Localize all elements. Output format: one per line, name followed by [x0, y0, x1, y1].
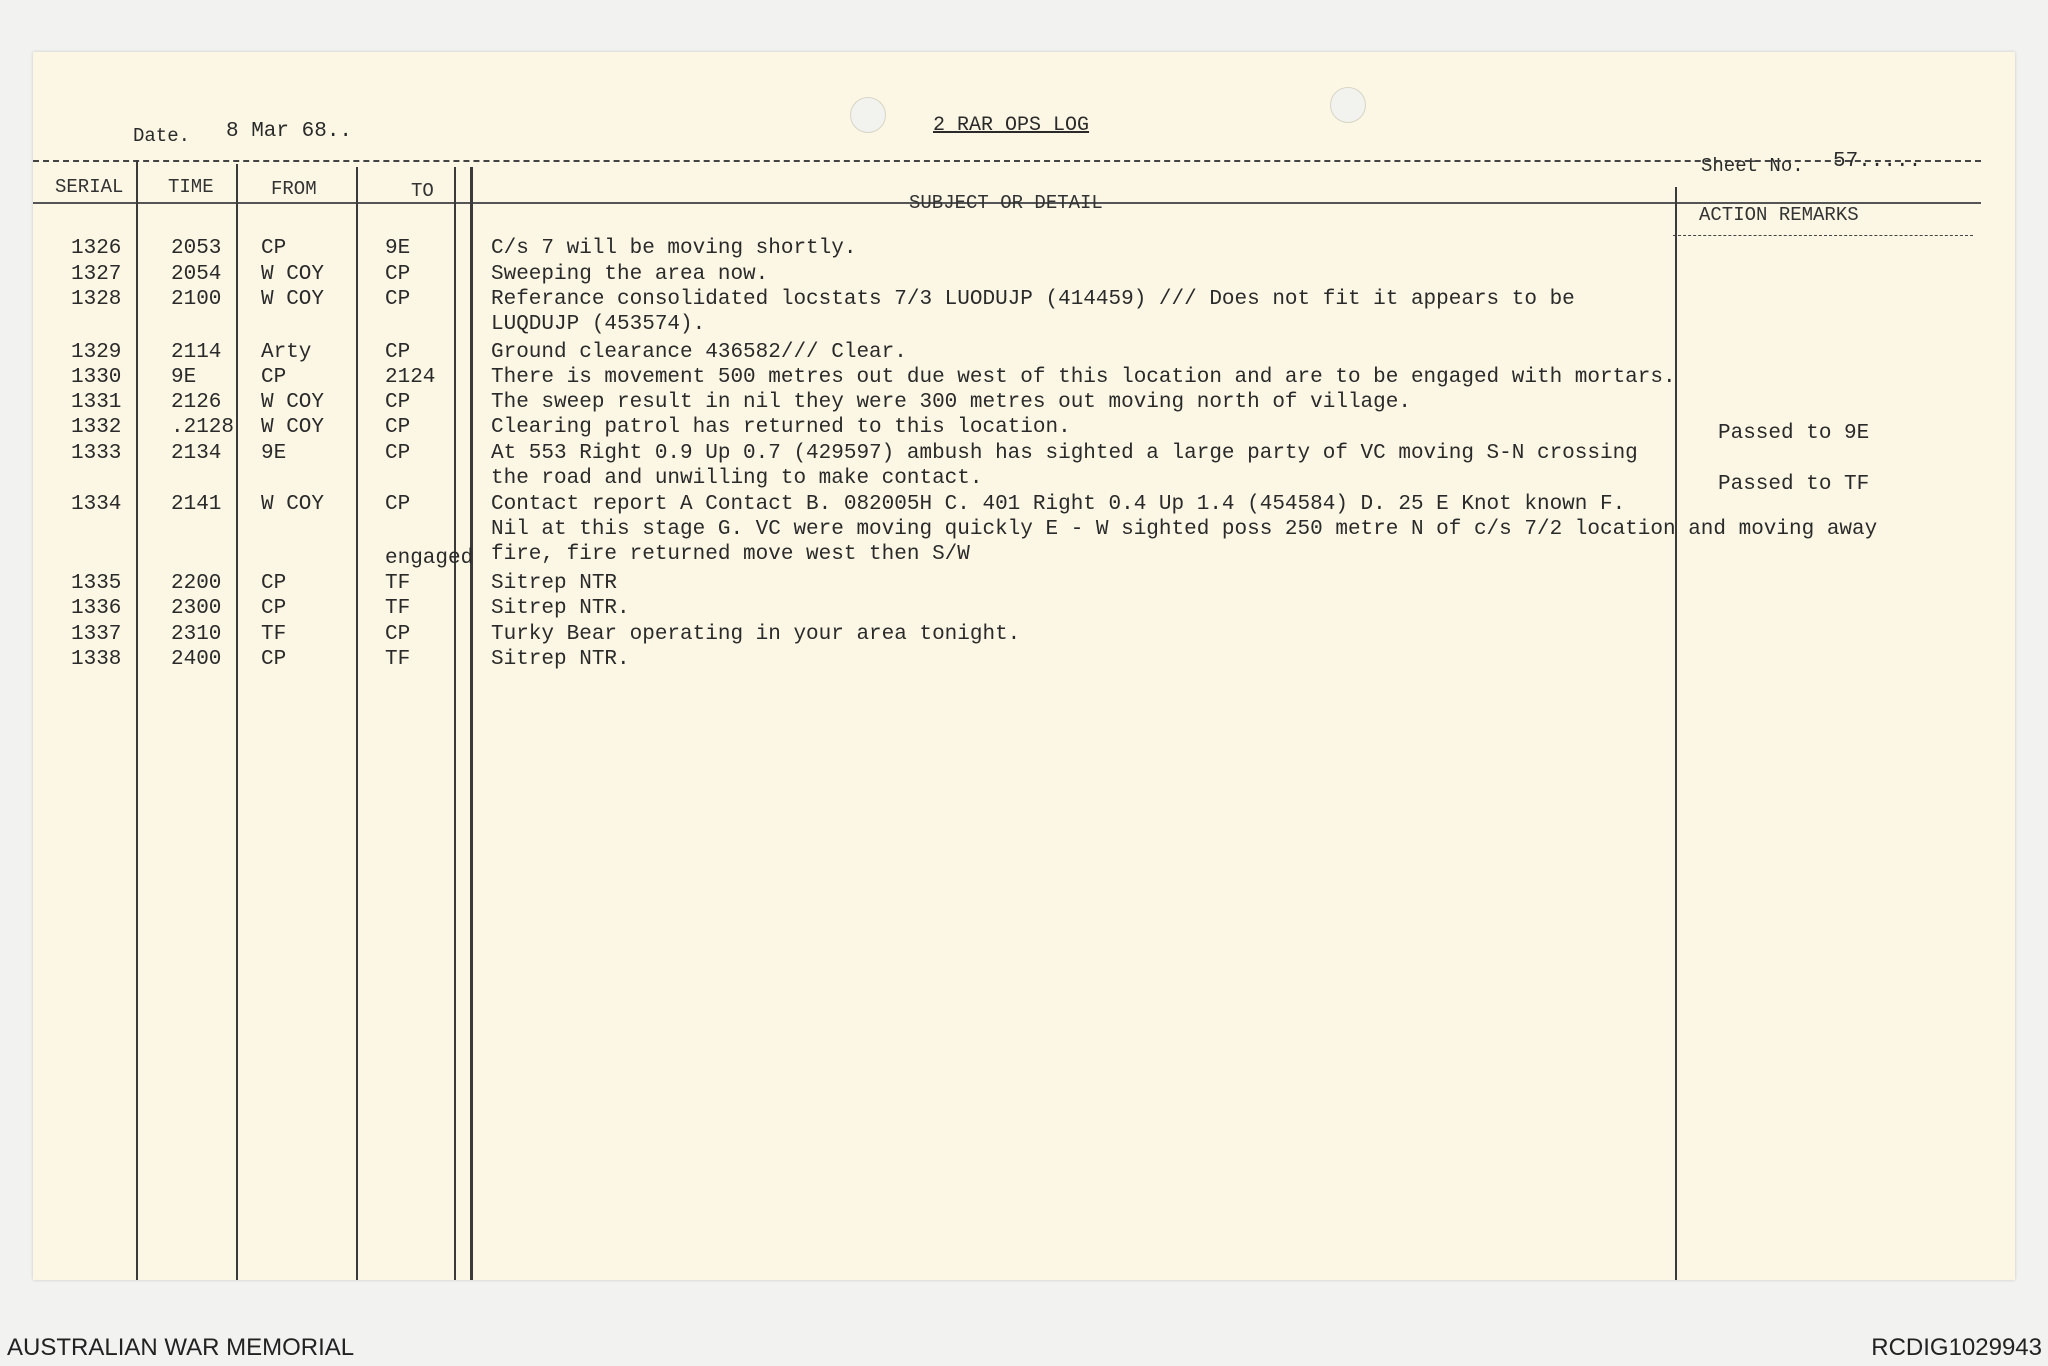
entry-to: CP: [385, 288, 411, 311]
entry-detail-line: Sitrep NTR.: [491, 597, 630, 620]
entry-serial: 1338: [71, 648, 122, 671]
entry-serial: 1327: [71, 263, 122, 286]
to-column-header: TO: [411, 180, 434, 202]
header-top-rule: [33, 160, 1981, 162]
entry-serial: 1335: [71, 572, 122, 595]
entry-detail-line: the road and unwilling to make contact.: [491, 467, 983, 490]
serial-column-rule: [136, 160, 138, 1280]
entry-detail-line: Referance consolidated locstats 7/3 LUODUJP (414459) /// Does not fit it appears to be: [491, 288, 1575, 311]
date-value: 8 Mar 68..: [226, 120, 353, 143]
archive-credit: AUSTRALIAN WAR MEMORIAL: [7, 1334, 355, 1361]
entry-to: 9E: [385, 237, 411, 260]
subject-column-header: SUBJECT OR DETAIL: [909, 192, 1103, 214]
entry-detail-line: At 553 Right 0.9 Up 0.7 (429597) ambush has sighted a large party of VC moving S-N crossing: [491, 442, 1638, 465]
entry-serial: 1337: [71, 623, 122, 646]
entry-from: TF: [261, 623, 287, 646]
entry-serial: 1330: [71, 366, 122, 389]
entry-serial: 1334: [71, 493, 122, 516]
entry-to: CP: [385, 263, 411, 286]
entry-detail-line: There is movement 500 metres out due west of this location and are to be engaged with mortars.: [491, 366, 1676, 389]
entry-detail-line: The sweep result in nil they were 300 metres out moving north of village.: [491, 391, 1411, 414]
entry-from: W COY: [261, 493, 325, 516]
entry-detail-line: C/s 7 will be moving shortly.: [491, 237, 857, 260]
entry-time: 2134: [171, 442, 222, 465]
entry-from: 9E: [261, 442, 287, 465]
entry-time: 2054: [171, 263, 222, 286]
entry-time: 2310: [171, 623, 222, 646]
to-column-rule: [454, 167, 456, 1280]
entry-detail-line: fire, fire returned move west then S/W: [491, 543, 970, 566]
entry-to: TF: [385, 572, 411, 595]
entry-detail-line: Sitrep NTR.: [491, 648, 630, 671]
entry-from: CP: [261, 597, 287, 620]
entry-detail-line: Nil at this stage G. VC were moving quickly E - W sighted poss 250 metre N of c/s 7/2 location and moving away: [491, 518, 1878, 541]
entry-from: W COY: [261, 263, 325, 286]
sheet-label: Sheet No.: [1701, 155, 1804, 177]
entry-from: CP: [261, 572, 287, 595]
entry-time: .2128: [171, 416, 235, 439]
entry-time: 2053: [171, 237, 222, 260]
action-header-rule: [1673, 235, 1973, 236]
action-column-header: ACTION REMARKS: [1699, 204, 1859, 226]
entry-serial: 1336: [71, 597, 122, 620]
entry-detail-line: Clearing patrol has returned to this location.: [491, 416, 1071, 439]
entry-to: CP: [385, 623, 411, 646]
entry-serial: 1331: [71, 391, 122, 414]
entry-detail-line: Sitrep NTR: [491, 572, 618, 595]
entry-from: W COY: [261, 391, 325, 414]
entry-from: CP: [261, 237, 287, 260]
entry-detail-line: Contact report A Contact B. 082005H C. 401 Right 0.4 Up 1.4 (454584) D. 25 E Knot known F.: [491, 493, 1626, 516]
entry-serial: 1332: [71, 416, 122, 439]
date-label: Date.: [133, 125, 191, 147]
entry-detail-line: Sweeping the area now.: [491, 263, 769, 286]
entry-detail-line: LUQDUJP (453574).: [491, 313, 706, 336]
entry-to: 2124: [385, 366, 436, 389]
time-column-header: TIME: [168, 176, 214, 198]
entry-to: CP: [385, 442, 411, 465]
entry-to: CP: [385, 416, 411, 439]
entry-time: 2400: [171, 648, 222, 671]
log-title: 2 RAR OPS LOG: [933, 114, 1090, 137]
record-id: RCDIG1029943: [1871, 1334, 2042, 1361]
entry-action: Passed to TF: [1718, 473, 1870, 496]
entry-from: CP: [261, 366, 287, 389]
entry-time: 2200: [171, 572, 222, 595]
punch-hole-right: [1330, 87, 1366, 123]
from-column-rule: [356, 167, 358, 1280]
entry-action: Passed to 9E: [1718, 422, 1870, 445]
entry-to: CP: [385, 493, 411, 516]
entry-time: 2141: [171, 493, 222, 516]
entry-to: CP: [385, 391, 411, 414]
entry-serial: 1333: [71, 442, 122, 465]
entry-to: CP: [385, 341, 411, 364]
log-sheet: [33, 52, 2015, 1280]
entry-detail-line: Turky Bear operating in your area tonight.: [491, 623, 1021, 646]
entry-time: 2126: [171, 391, 222, 414]
entry-time: 9E: [171, 366, 197, 389]
entry-serial: 1326: [71, 237, 122, 260]
entry-from: W COY: [261, 288, 325, 311]
sheet-value: 57.....: [1833, 150, 1922, 173]
entry-time: 2114: [171, 341, 222, 364]
entry-time: 2100: [171, 288, 222, 311]
serial-column-header: SERIAL: [55, 176, 124, 198]
punch-hole-left: [850, 97, 886, 133]
subject-column-rule: [470, 167, 473, 1280]
entry-to: TF: [385, 648, 411, 671]
entry-serial: 1329: [71, 341, 122, 364]
time-column-rule: [236, 164, 238, 1280]
entry-from: W COY: [261, 416, 325, 439]
margin-note: engaged: [385, 547, 474, 570]
entry-from: Arty: [261, 341, 312, 364]
entry-detail-line: Ground clearance 436582/// Clear.: [491, 341, 907, 364]
entry-from: CP: [261, 648, 287, 671]
entry-serial: 1328: [71, 288, 122, 311]
from-column-header: FROM: [271, 178, 317, 200]
entry-to: TF: [385, 597, 411, 620]
entry-time: 2300: [171, 597, 222, 620]
action-column-rule: [1675, 187, 1677, 1280]
